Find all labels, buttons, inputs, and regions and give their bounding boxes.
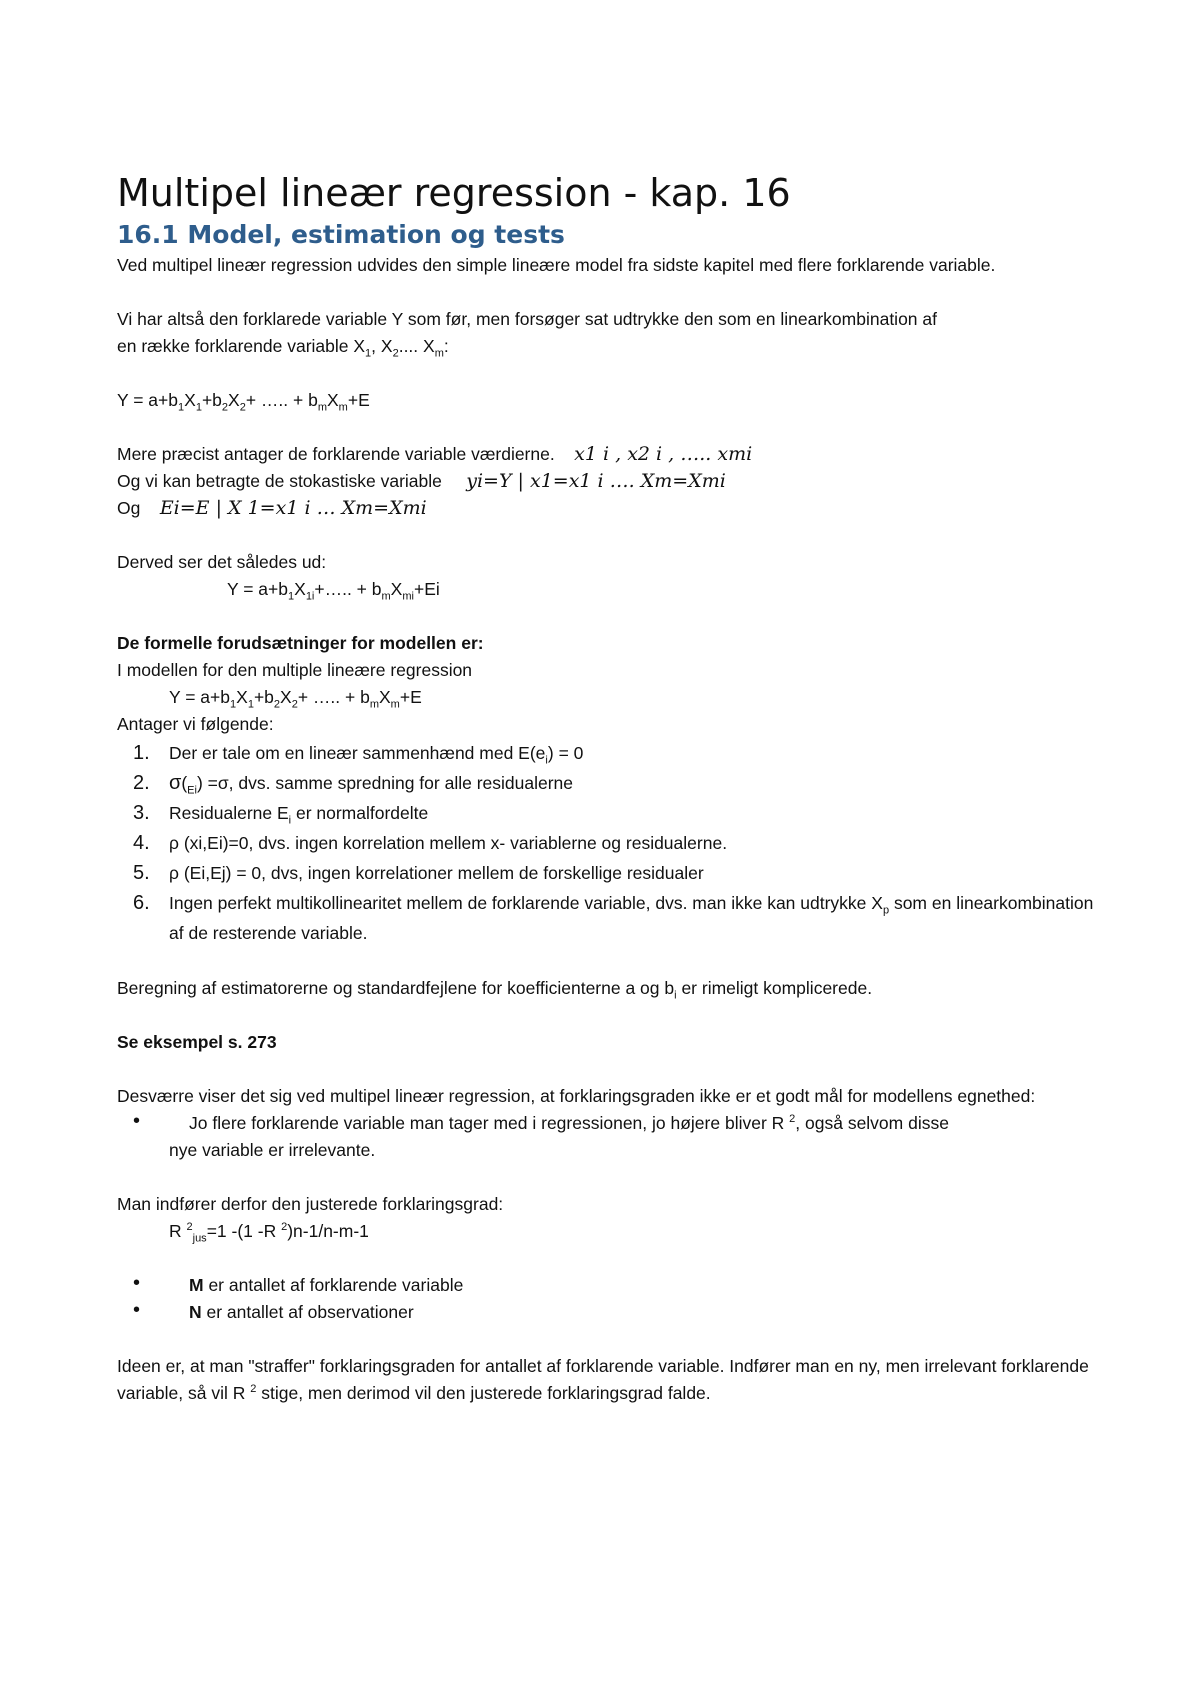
bullet-icon: • [133, 1110, 141, 1132]
list-item: 1. Der er tale om en lineær sammenhænd med $E(e_i) = 0$ [133, 742, 584, 767]
assumptions-equation: $Y = a+b_1X_1+b_2X_2+$ ….. + $b_mX_m+E$ [169, 687, 422, 711]
paragraph-variables [117, 306, 1097, 360]
og-math: Ei=E | X 1=x1 i … Xm=Xmi [159, 497, 427, 519]
list-item: 6. Ingen perfekt multikollinearitet mellem de forklarende variable, dvs. man ikke kan udtrykke $X_p$ som en linearkombination af de resterende variable. [133, 892, 1094, 943]
list-item: 3. Residualerne $E_i$ er normalfordelte [133, 802, 429, 827]
intro-paragraph: Ved multipel lineær regression udvides den simple lineære model fra sidste kapitel med flere forklarende variable. [117, 255, 996, 275]
definitions-list [117, 1272, 1097, 1326]
precise-label: Mere præcist antager de forklarende variable værdierne. [117, 444, 555, 464]
assumptions-follow: Antager vi følgende: [117, 714, 274, 734]
list-item: • M er antallet af forklarende variable [133, 1272, 464, 1295]
section-heading: 16.1 Model, estimation og tests [117, 220, 565, 249]
stochastic-math: yi=Y | x1=x1 i …. Xm=Xmi [466, 470, 726, 492]
document-page [117, 168, 1097, 1407]
list-item: 2. $\sigma(_{Ei}) =\sigma$, dvs. samme spredning for alle residualerne [133, 772, 573, 797]
stochastic-label: Og vi kan betragte de stokastiske variable [117, 471, 442, 491]
list-item: 5. ρ (Ei,Ej) = 0, dvs, ingen korrelationer mellem de forskellige residualer [133, 862, 704, 884]
justeret-intro: Man indfører derfor den justerede forklaringsgrad: [117, 1194, 504, 1214]
assumptions-heading: De formelle forudsætninger for modellen er: [117, 633, 484, 653]
list-item: • N er antallet af observationer [133, 1299, 414, 1322]
paragraph-variables-line1: Vi har altså den forklarede variable Y som før, men forsøger sat udtrykke den som en linearkombination af [117, 309, 937, 329]
r2-bullet-list [117, 1110, 1097, 1164]
example-reference: Se eksempel s. 273 [117, 1032, 277, 1052]
stochastic-line [117, 468, 1097, 495]
model-equation: $Y = a+b_1X_1+b_2X_2+$ ….. + $b_mX_m+E$ [117, 390, 370, 414]
og-label: Og [117, 498, 141, 518]
list-item: • Jo flere forklarende variable man tager med i regressionen, jo højere bliver R $^2$, også selvom disse nye variable er irrelevante. [133, 1110, 949, 1160]
bullet-icon: • [133, 1299, 141, 1321]
derved-text: Derved ser det således ud: [117, 552, 327, 572]
derved-equation: $Y = a+b_1X_{1i}+\dots$.. + $b_mX_{mi}+Ei$ [227, 579, 440, 603]
assumptions-intro: I modellen for den multiple lineære regression [117, 660, 473, 680]
list-item: 4. ρ (xi,Ei)=0, dvs. ingen korrelation mellem x- variablerne og residualerne. [133, 832, 728, 854]
justeret-equation: R $^2_{jus}$=1 -(1 -R $^2$)n-1/n-m-1 [169, 1221, 369, 1245]
bullet-icon: • [133, 1272, 141, 1294]
beregning-paragraph: Beregning af estimatorerne og standardfejlene for koefficienterne a og $b_i$ er rimeligt komplicerede. [117, 978, 873, 1002]
desvaerre-paragraph: Desværre viser det sig ved multipel lineær regression, at forklaringsgraden ikke er et godt mål for modellens egnethed: [117, 1086, 1036, 1106]
assumptions-list [117, 738, 1097, 948]
paragraph-variables-line2: en række forklarende variable $X_1$, $X_2$.... $X_m$: [117, 336, 449, 360]
ideen-paragraph: Ideen er, at man "straffer" forklaringsgraden for antallet af forklarende variable. Indfører man en ny, men irrelevant forklarende variable, så vil R $^2$ stige, men derimod vil den justerede forklaringsgrad falde. [117, 1356, 1089, 1403]
precise-line [117, 441, 1097, 468]
precise-math: x1 i , x2 i , ….. xmi [574, 443, 753, 465]
document-title: Multipel lineær regression - kap. 16 [117, 171, 791, 215]
og-line [117, 495, 1097, 522]
